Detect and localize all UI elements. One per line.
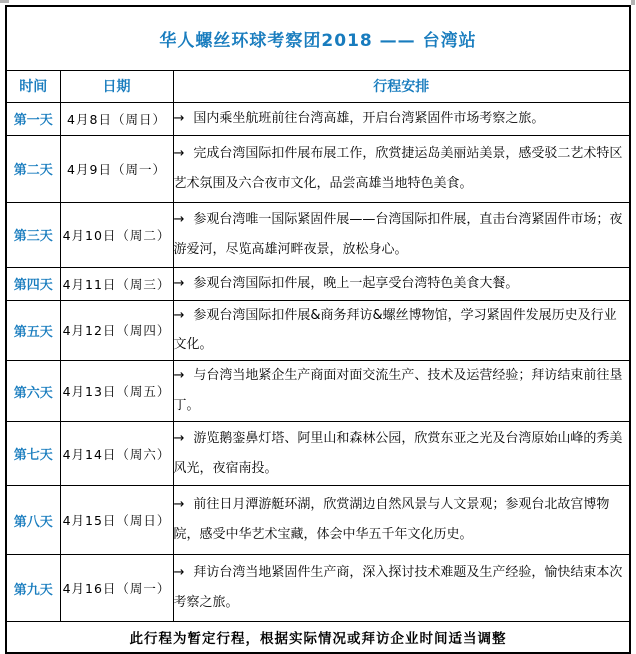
column-header-time: 时间 [6, 70, 60, 102]
arrow-bullet: → [173, 211, 185, 227]
date-cell: 4月14日（周六） [60, 422, 173, 486]
table-row [6, 486, 630, 555]
day-label: 第六天 [6, 361, 60, 422]
arrow-bullet: → [173, 275, 185, 291]
table-row [6, 102, 630, 135]
arrow-bullet: → [173, 565, 185, 581]
arrow-bullet: → [173, 110, 185, 126]
day-label: 第四天 [6, 267, 60, 300]
date-cell: 4月12日（周四） [60, 300, 173, 361]
itinerary-cell [173, 361, 630, 422]
itinerary-cell [173, 267, 630, 300]
itinerary-text: 前往日月潭游艇环湖，欣赏湖边自然风景与人文景观；参观台北故宫博物院，感受中华艺术宝藏，体会中华五千年文化历史。 [173, 497, 610, 543]
footer-note: 此行程为暂定行程，根据实际情况或拜访企业时间适当调整 [6, 622, 630, 653]
day-label: 第二天 [6, 135, 60, 202]
arrow-bullet: → [173, 307, 185, 323]
document-sheet [5, 5, 631, 647]
itinerary-text: 游览鹅銮鼻灯塔、阿里山和森林公园，欣赏东亚之光及台湾原始山峰的秀美风光，夜宿南投。 [173, 430, 623, 476]
screenshot-artifact [631, 0, 635, 5]
itinerary-text: 与台湾当地紧企生产商面对面交流生产、技术及运营经验；拜访结束前往垦丁。 [173, 368, 623, 414]
itinerary-cell [173, 555, 630, 622]
day-label: 第一天 [6, 102, 60, 135]
date-cell: 4月8日（周日） [60, 102, 173, 135]
title-row [6, 6, 630, 70]
screenshot-artifact [0, 0, 9, 3]
itinerary-cell [173, 135, 630, 202]
arrow-bullet: → [173, 430, 185, 446]
arrow-bullet: → [173, 497, 185, 513]
table-row [6, 361, 630, 422]
day-label: 第九天 [6, 555, 60, 622]
day-label: 第三天 [6, 202, 60, 267]
itinerary-cell [173, 422, 630, 486]
arrow-bullet: → [173, 368, 185, 384]
itinerary-text: 参观台湾国际扣件展，晚上一起享受台湾特色美食大餐。 [193, 275, 519, 291]
date-cell: 4月10日（周二） [60, 202, 173, 267]
table-row [6, 422, 630, 486]
day-label: 第八天 [6, 486, 60, 555]
itinerary-text: 参观台湾唯一国际紧固件展——台湾国际扣件展，直击台湾紧固件市场；夜游爱河，尽览高雄河畔夜景，放松身心。 [173, 211, 623, 257]
column-header-date: 日期 [60, 70, 173, 102]
itinerary-cell [173, 300, 630, 361]
table-row [6, 135, 630, 202]
itinerary-text: 国内乘坐航班前往台湾高雄，开启台湾紧固件市场考察之旅。 [193, 110, 545, 126]
itinerary-text: 完成台湾国际扣件展布展工作，欣赏捷运岛美丽站美景，感受驳二艺术特区艺术氛围及六合夜市文化，品尝高雄当地特色美食。 [173, 145, 623, 191]
page-title: 华人螺丝环球考察团2018 —— 台湾站 [6, 6, 630, 70]
table-row [6, 300, 630, 361]
itinerary-table [5, 5, 631, 654]
day-label: 第七天 [6, 422, 60, 486]
itinerary-cell [173, 202, 630, 267]
date-cell: 4月9日（周一） [60, 135, 173, 202]
table-row [6, 202, 630, 267]
table-row [6, 555, 630, 622]
arrow-bullet: → [173, 145, 185, 161]
itinerary-cell [173, 486, 630, 555]
header-row [6, 70, 630, 102]
date-cell: 4月11日（周三） [60, 267, 173, 300]
itinerary-text: 拜访台湾当地紧固件生产商，深入探讨技术难题及生产经验，愉快结束本次考察之旅。 [173, 565, 623, 611]
itinerary-text: 参观台湾国际扣件展&商务拜访&螺丝博物馆，学习紧固件发展历史及行业文化。 [173, 307, 617, 353]
date-cell: 4月15日（周日） [60, 486, 173, 555]
column-header-itinerary: 行程安排 [173, 70, 630, 102]
table-row [6, 267, 630, 300]
footer-row [6, 622, 630, 653]
date-cell: 4月13日（周五） [60, 361, 173, 422]
itinerary-cell [173, 102, 630, 135]
day-label: 第五天 [6, 300, 60, 361]
date-cell: 4月16日（周一） [60, 555, 173, 622]
